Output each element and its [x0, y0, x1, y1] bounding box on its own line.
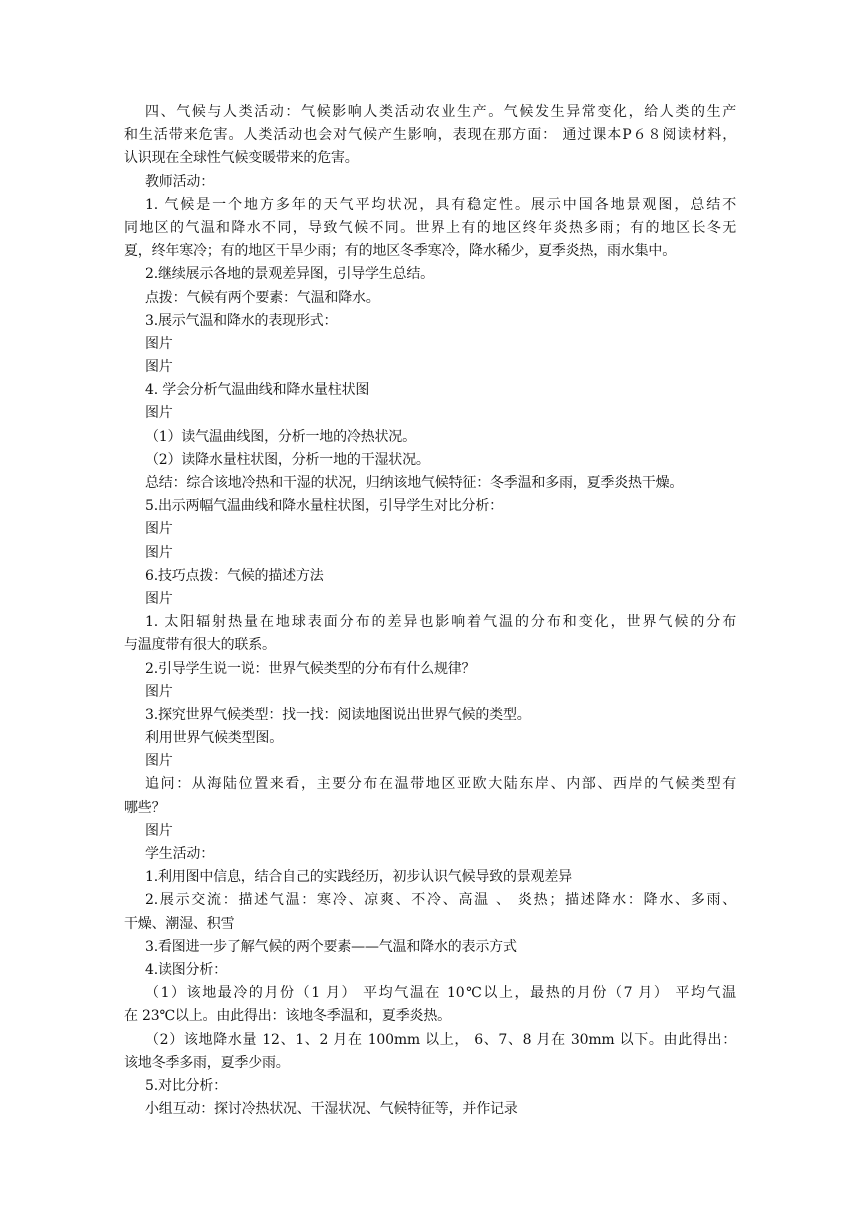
paragraph-line: 哪些？	[124, 799, 166, 816]
image-placeholder: 图片	[145, 822, 173, 839]
paragraph-line: （1）读气温曲线图，分析一地的冷热状况。	[145, 428, 416, 445]
paragraph-line: 5.对比分析：	[145, 1077, 227, 1094]
image-placeholder: 图片	[145, 753, 173, 770]
image-placeholder: 图片	[145, 359, 173, 376]
paragraph-line: 认识现在全球性气候变暖带来的危害。	[124, 150, 359, 167]
paragraph-line: 2.继续展示各地的景观差异图，引导学生总结。	[145, 266, 434, 283]
section-heading: 教师活动：	[145, 173, 214, 190]
paragraph-line: 1. 气候是一个地方多年的天气平均状况，具有稳定性。展示中国各地景观图，总结不	[145, 196, 736, 213]
paragraph-line: 追问：从海陆位置来看，主要分布在温带地区亚欧大陆东岸、内部、西岸的气候类型有	[145, 776, 736, 793]
paragraph-line: 2.展示交流：描述气温：寒冷、凉爽、不冷、高温 、 炎热；描述降水：降水、多雨、	[145, 892, 736, 909]
paragraph-line: 2.引导学生说一说：世界气候类型的分布有什么规律？	[145, 660, 476, 677]
paragraph-line: 利用世界气候类型图。	[145, 730, 283, 747]
paragraph-line: 和生活带来危害。人类活动也会对气候产生影响，表现在那方面： 通过课本P６８阅读材料，	[124, 127, 736, 144]
paragraph-line: 小组互动：探讨冷热状况、干湿状况、气候特征等，并作记录	[145, 1101, 518, 1118]
paragraph-line: 5.出示两幅气温曲线和降水量柱状图，引导学生对比分析：	[145, 498, 503, 515]
paragraph-line: 在 23℃以上。由此得出：该地冬季温和，夏季炎热。	[124, 1008, 451, 1025]
paragraph-line: 3.展示气温和降水的表现形式：	[145, 312, 338, 329]
document-body	[124, 101, 736, 1121]
paragraph-line: 3.看图进一步了解气候的两个要素——气温和降水的表示方式	[145, 938, 517, 955]
paragraph-line: 夏，终年寒冷；有的地区干旱少雨；有的地区冬季寒冷，降水稀少，夏季炎热，雨水集中。	[124, 243, 676, 260]
image-placeholder: 图片	[145, 521, 173, 538]
image-placeholder: 图片	[145, 683, 173, 700]
paragraph-line: 6.技巧点拨：气候的描述方法	[145, 567, 324, 584]
paragraph-line: 总结：综合该地冷热和干湿的状况，归纳该地气候特征：冬季温和多雨，夏季炎热干燥。	[145, 475, 684, 491]
paragraph-line: （2）读降水量柱状图，分析一地的干湿状况。	[145, 451, 430, 468]
image-placeholder: 图片	[145, 590, 173, 607]
section-heading: 学生活动：	[145, 846, 214, 862]
paragraph-line: 1. 太阳辐射热量在地球表面分布的差异也影响着气温的分布和变化，世界气候的分布	[145, 614, 736, 631]
image-placeholder: 图片	[145, 544, 173, 561]
paragraph-line: 干燥、潮湿、积雪	[124, 915, 235, 932]
image-placeholder: 图片	[145, 405, 173, 422]
paragraph-line: （1）该地最冷的月份（1 月） 平均气温在 10℃以上，最热的月份（7 月） 平均气温	[145, 985, 736, 1002]
paragraph-line: 该地冬季多雨，夏季少雨。	[124, 1054, 290, 1071]
paragraph-line: 4. 学会分析气温曲线和降水量柱状图	[145, 382, 370, 399]
image-placeholder: 图片	[145, 335, 173, 352]
paragraph-line: 3.探究世界气候类型：找一找：阅读地图说出世界气候的类型。	[145, 706, 531, 723]
paragraph-line: 四、气候与人类活动：气候影响人类活动农业生产。气候发生异常变化，给人类的生产	[145, 104, 736, 120]
paragraph-line: 与温度带有很大的联系。	[124, 637, 276, 654]
paragraph-line: 点拨：气候有两个要素：气温和降水。	[145, 289, 380, 306]
paragraph-line: 同地区的气温和降水不同，导致气候不同。世界上有的地区终年炎热多雨；有的地区长冬无	[124, 219, 736, 236]
paragraph-line: 4.读图分析：	[145, 961, 227, 978]
paragraph-line: （2）该地降水量 12、1、2 月在 100mm 以上， 6、7、8 月在 30mm 以下。由此得出：	[145, 1031, 736, 1048]
paragraph-line: 1.利用图中信息，结合自己的实践经历，初步认识气候导致的景观差异	[145, 869, 572, 886]
